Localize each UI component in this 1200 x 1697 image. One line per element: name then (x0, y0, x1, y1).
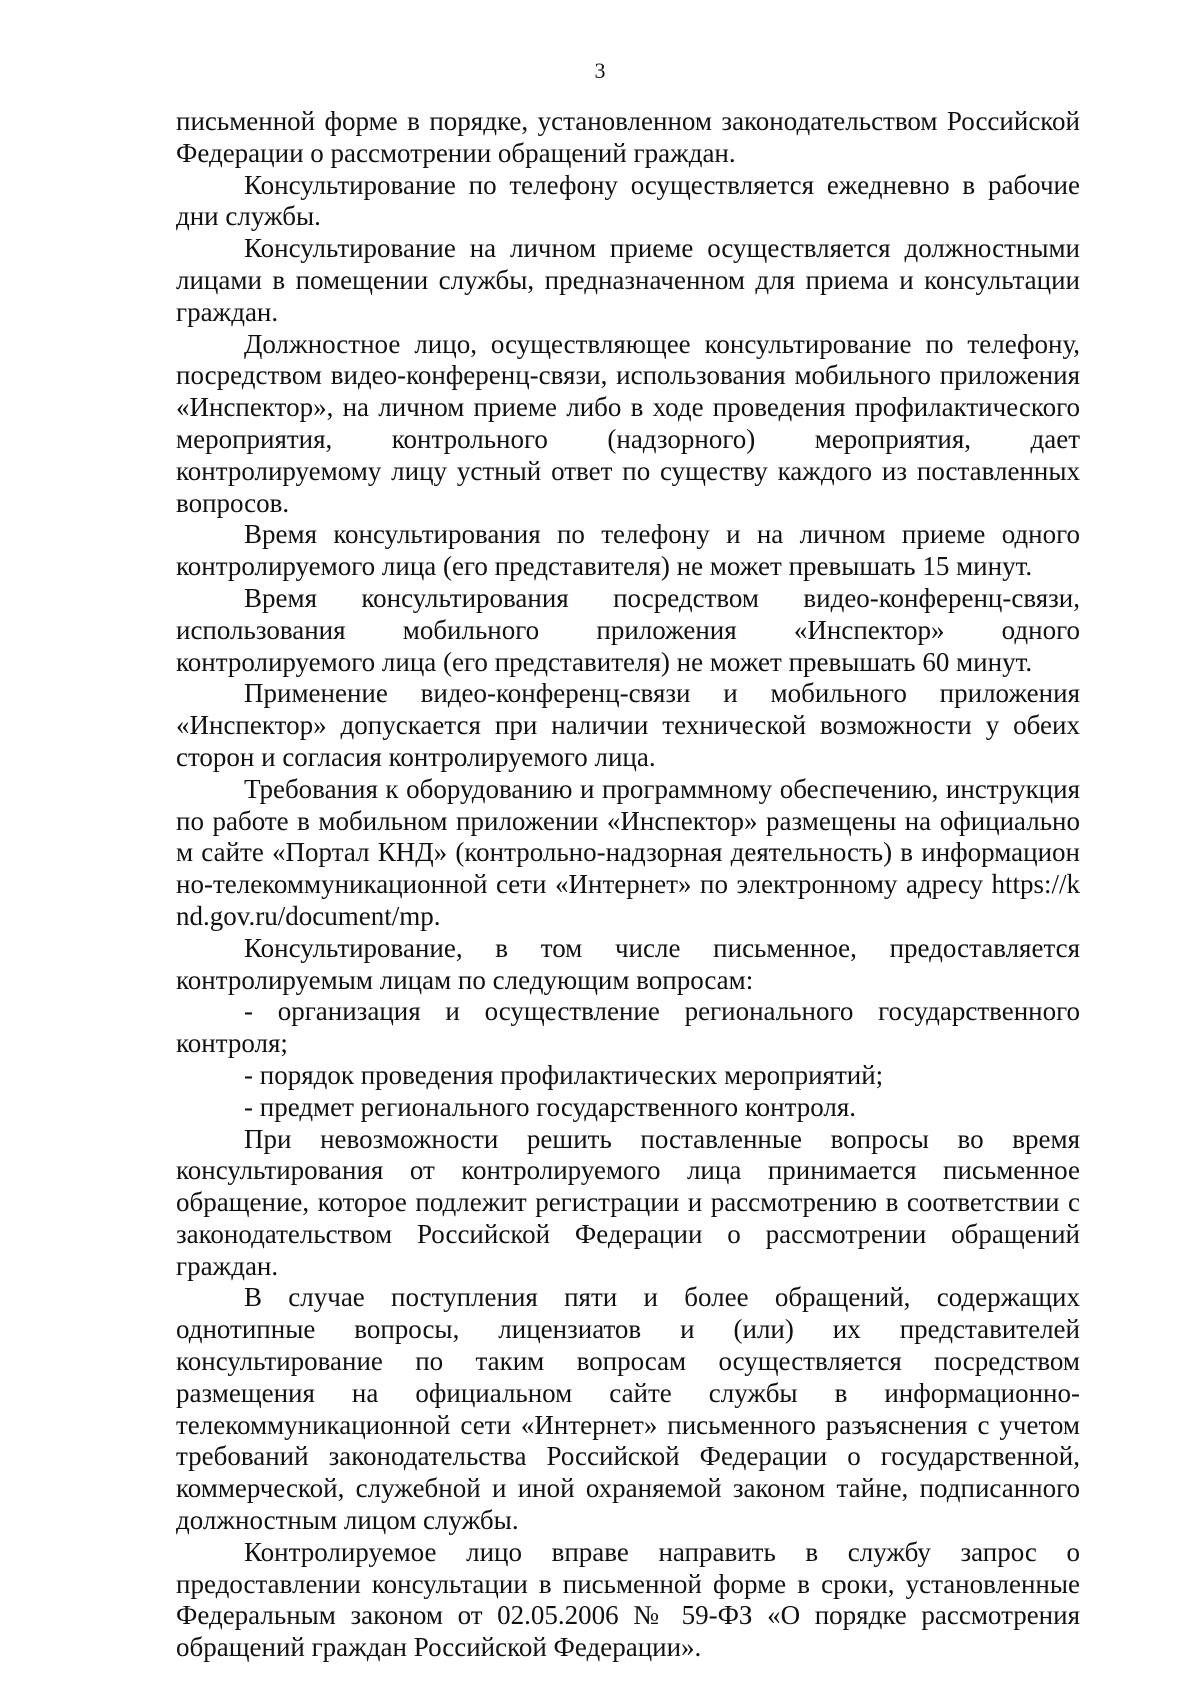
paragraph-consultation-topics: Консультирование, в том числе письменное, предоставляется контролируемым лицам по следующим вопросам: (176, 932, 1080, 995)
paragraph-multiple-appeals: В случае поступления пяти и более обращений, содержащих однотипные вопросы, лицензиатов и (или) их представителей консультирование по таким вопросам осуществляется посредством размещения на официальном сайте службы в информационно-телекоммуникационной сети «Интернет» письменного разъяснения с учетом требований законодательства Российской Федерации о государственной, коммерческой, служебной и иной охраняемой законом тайне, подписанного должностным лицом службы. (176, 1282, 1080, 1536)
list-item-subject: - предмет регионального государственного контроля. (244, 1091, 856, 1122)
list-item-procedure: - порядок проведения профилактических мероприятий; (244, 1059, 884, 1090)
list-item-organization: - организация и осуществление регионального государственного контроля; (176, 996, 1080, 1059)
paragraph-video-conditions: Применение видео-конференц-связи и мобильного приложения «Инспектор» допускается при наличии технической возможности у обеих сторон и согласия контролируемого лица. (176, 678, 1080, 772)
paragraph-personal-reception: Консультирование на личном приеме осуществляется должностными лицами в помещении службы, предназначенном для приема и консультации граждан. (176, 233, 1080, 327)
page-number: 3 (594, 58, 606, 83)
paragraph-phone-consultation: Консультирование по телефону осуществляется ежедневно в рабочие дни службы. (176, 169, 1080, 232)
paragraph-phone-time-limit: Время консультирования по телефону и на личном приеме одного контролируемого лица (его представителя) не может превышать 15 минут. (176, 519, 1080, 582)
paragraph-official-answer: Должностное лицо, осуществляющее консультирование по телефону, посредством видео-конференц-связи, использования мобильного приложения «Инспектор», на личном приеме либо в ходе проведения профилактического мероприятия, контрольного (надзорного) мероприятия, дает контролируемому лицу устный ответ по существу каждого из поставленных вопросов. (176, 328, 1080, 518)
paragraph-written-appeal: При невозможности решить поставленные вопросы во время консультирования от контролируемого лица принимается письменное обращение, которое подлежит регистрации и рассмотрению в соответствии с законодательством Российской Федерации о рассмотрении обращений граждан. (176, 1123, 1080, 1281)
paragraph-written-request: Контролируемое лицо вправе направить в службу запрос о предоставлении консультации в письменной форме в сроки, установленные Федеральным законом от 02.05.2006 № 59-ФЗ «О порядке рассмотрения обращений граждан Российской Федерации». (176, 1536, 1080, 1663)
document-body (176, 106, 1080, 1664)
paragraph-continuation: письменной форме в порядке, установленном законодательством Российской Федерации о рассмотрении обращений граждан. (176, 106, 1080, 168)
paragraph-equipment-requirements: Требования к оборудованию и программному обеспечению, инструкция по работе в мобильном приложении «Инспектор» размещены на официальном сайте «Портал КНД» (контрольно-надзорная деятельность) в информационно-телекоммуникационной сети «Интернет» по электронному адресу https://knd.gov.ru/document/mp. (176, 773, 1080, 931)
paragraph-video-time-limit: Время консультирования посредством видео-конференц-связи, использования мобильного приложения «Инспектор» одного контролируемого лица (его представителя) не может превышать 60 минут. (176, 582, 1080, 677)
